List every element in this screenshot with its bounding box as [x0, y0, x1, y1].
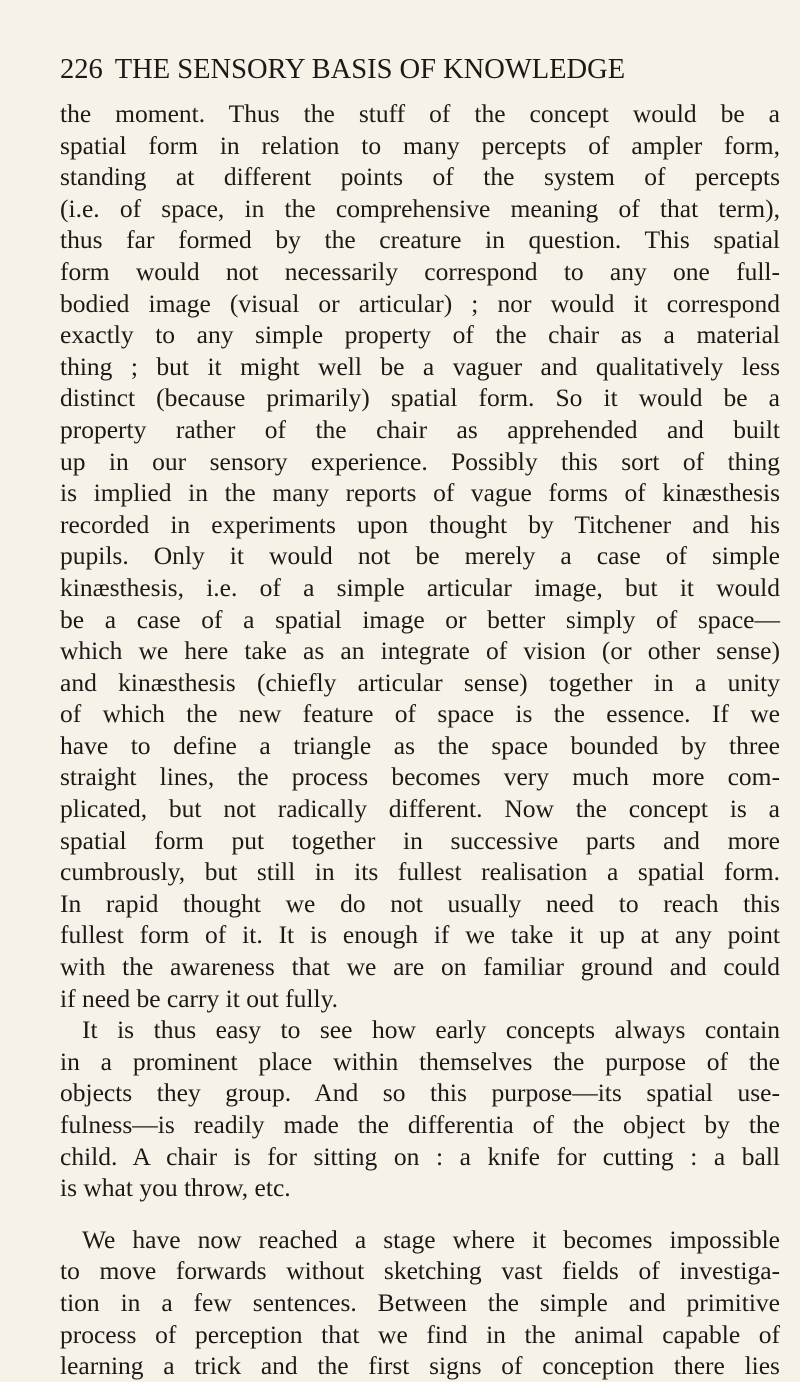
text-line: distinct (because primarily) spatial form. So it would be a — [60, 383, 780, 413]
text-line: have to define a triangle as the space bounded by three — [60, 730, 780, 760]
text-line: and kinæsthesis (chiefly articular sense) together in a unity — [60, 667, 780, 697]
text-line: plicated, but not radically different. Now the concept is a — [60, 794, 780, 824]
text-line: up in our sensory experience. Possibly this sort of thing — [60, 446, 780, 476]
text-line: form would not necessarily correspond to any one full- — [60, 256, 780, 286]
text-line: the moment. Thus the stuff of the concept would be a — [60, 99, 780, 128]
text-line: which we here take as an integrate of vision (or other sense) — [60, 636, 780, 666]
text-line: be a case of a spatial image or better simply of space— — [60, 604, 780, 634]
text-line: property rather of the chair as apprehended and built — [60, 414, 780, 444]
paragraph — [60, 1014, 780, 1204]
text-line: spatial form in relation to many percepts of ampler form, — [60, 130, 780, 160]
text-line: recorded in experiments upon thought by Titchener and his — [60, 509, 780, 539]
page-number: 226 — [60, 54, 103, 85]
text-line: is what you throw, etc. — [60, 1173, 291, 1203]
text-line: if need be carry it out fully. — [60, 983, 339, 1013]
text-line: learning a trick and the first signs of conception there lies — [60, 1351, 780, 1381]
text-line: exactly to any simple property of the chair as a material — [60, 320, 780, 350]
paragraph — [60, 1224, 780, 1382]
text-line: tion in a few sentences. Between the simple and primitive — [60, 1287, 780, 1317]
text-line: is implied in the many reports of vague forms of kinæsthesis — [60, 478, 780, 508]
text-line: spatial form put together in successive parts and more — [60, 825, 780, 855]
running-header — [60, 52, 760, 88]
text-line: child. A chair is for sitting on : a knife for cutting : a ball — [60, 1141, 780, 1171]
text-line: pupils. Only it would not be merely a case of simple — [60, 541, 780, 571]
text-line: of which the new feature of space is the essence. If we — [60, 699, 780, 729]
text-line: kinæsthesis, i.e. of a simple articular image, but it would — [60, 572, 780, 602]
text-line: with the awareness that we are on familiar ground and could — [60, 952, 780, 982]
text-line: thus far formed by the creature in question. This spatial — [60, 225, 780, 255]
paragraph — [60, 98, 780, 1014]
text-line: We have now reached a stage where it becomes impossible — [82, 1224, 780, 1254]
text-line: (i.e. of space, in the comprehensive meaning of that term), — [60, 193, 780, 223]
text-line: in a prominent place within themselves the purpose of the — [60, 1046, 780, 1076]
text-line: thing ; but it might well be a vaguer and qualitatively less — [60, 351, 780, 381]
body-text — [60, 98, 780, 1382]
text-line: straight lines, the process becomes very much more com- — [60, 762, 780, 792]
running-title: THE SENSORY BASIS OF KNOWLEDGE — [114, 54, 626, 85]
text-line: In rapid thought we do not usually need to reach this — [60, 888, 780, 918]
text-line: cumbrously, but still in its fullest realisation a spatial form. — [60, 857, 780, 887]
text-line: fulness—is readily made the differentia of the object by the — [60, 1110, 780, 1139]
text-line: fullest form of it. It is enough if we take it up at any point — [60, 920, 780, 950]
text-line: process of perception that we find in the animal capable of — [60, 1319, 780, 1349]
text-line: objects they group. And so this purpose—its spatial use- — [60, 1078, 780, 1108]
text-line: bodied image (visual or articular) ; nor would it correspond — [60, 288, 780, 318]
text-line: standing at different points of the system of percepts — [60, 162, 780, 192]
text-line: to move forwards without sketching vast fields of investiga- — [60, 1256, 780, 1286]
section-gap — [60, 1204, 780, 1224]
text-line: It is thus easy to see how early concepts always contain — [82, 1015, 780, 1045]
